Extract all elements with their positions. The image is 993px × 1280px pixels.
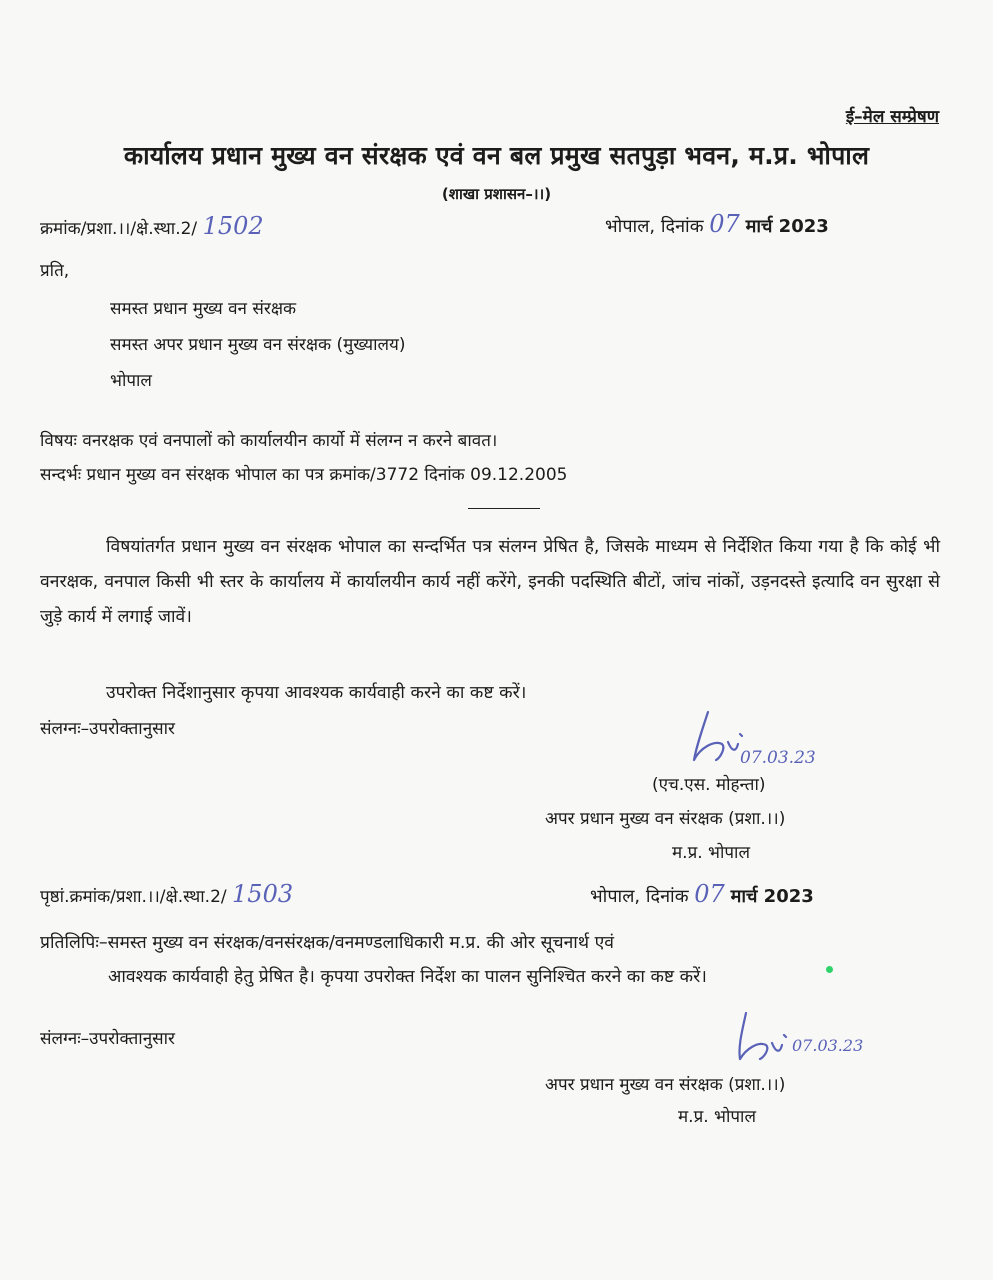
handwritten-date-day: 07: [694, 880, 725, 908]
reference-prefix: क्रमांक/प्रशा.।।/क्षे.स्था.2/: [40, 219, 198, 239]
addressee-line: भोपाल: [110, 371, 152, 391]
copy-to-continuation: आवश्यक कार्यवाही हेतु प्रेषित है। कृपया उपरोक्त निर्देश का पालन सुनिश्चित करने का कष्ट करें।: [108, 967, 707, 987]
body-paragraph: विषयांतर्गत प्रधान मुख्य वन संरक्षक भोपाल का सन्दर्भित पत्र संलग्न प्रेषित है, जिसके माध्यम से निर्देशित किया गया है कि कोई भी वनरक्षक, वनपाल किसी भी स्तर के कार्यालय में कार्यालयीन कार्य नहीं करेंगे, इनकी पदस्थिति बीटों, जांच नांकों, उड़नदस्ते इत्यादि वन सुरक्षा से जुड़े कार्य में लगाई जावें।: [40, 537, 940, 627]
copy-to-block: [40, 926, 945, 994]
branch-name: (शाखा प्रशासन–।।): [441, 185, 552, 203]
addressee-line: समस्त प्रधान मुख्य वन संरक्षक: [110, 299, 297, 319]
signer-name: (एच.एस. मोहन्ता): [652, 775, 766, 795]
handwritten-reference-number: 1502: [202, 212, 264, 240]
copy-to-first-line: प्रतिलिपिः–समस्त मुख्य वन संरक्षक/वनसंरक्षक/वनमण्डलाधिकारी म.प्र. की ओर सूचनार्थ एवं: [40, 933, 614, 953]
subject-line: विषयः वनरक्षक एवं वनपालों को कार्यालयीन कार्यो में संलग्न न करने बावत।: [40, 431, 498, 451]
office-title: कार्यालय प्रधान मुख्य वन संरक्षक एवं वन बल प्रमुख सतपुड़ा भवन, म.प्र. भोपाल: [123, 141, 870, 170]
reference-line: सन्दर्भः प्रधान मुख्य वन संरक्षक भोपाल का पत्र क्रमांक/3772 दिनांक 09.12.2005: [40, 465, 568, 485]
date-month-year: मार्च 2023: [745, 216, 829, 237]
endorsement-enclosure: संलग्नः–उपरोक्तानुसार: [40, 1029, 175, 1049]
signature-scribble-icon: [680, 700, 880, 780]
to-label: प्रति,: [40, 261, 70, 281]
letter-date: [605, 210, 829, 238]
date-month-year: मार्च 2023: [730, 886, 814, 907]
date-prefix: भोपाल, दिनांक: [590, 886, 689, 907]
green-mark-icon: [826, 966, 833, 973]
signer-place: म.प्र. भोपाल: [672, 843, 750, 863]
endorsement-date: [590, 880, 814, 908]
body-paragraph: उपरोक्त निर्देशानुसार कृपया आवश्यक कार्यवाही करने का कष्ट करें।: [106, 683, 527, 703]
signature-date: 07.03.23: [740, 748, 816, 768]
addressee-line: समस्त अपर प्रधान मुख्य वन संरक्षक (मुख्यालय): [110, 335, 406, 355]
date-prefix: भोपाल, दिनांक: [605, 216, 704, 237]
endorsement-signer-place: म.प्र. भोपाल: [678, 1107, 756, 1127]
signature-date: 07.03.23: [792, 1036, 864, 1055]
handwritten-date-day: 07: [709, 210, 740, 238]
endorsement-reference-number: [40, 880, 293, 908]
separator-rule: [468, 508, 540, 509]
endorsement-signer-designation: अपर प्रधान मुख्य वन संरक्षक (प्रशा.।।): [545, 1075, 786, 1095]
endorsement-prefix: पृष्ठां.क्रमांक/प्रशा.।।/क्षे.स्था.2/: [40, 887, 227, 907]
handwritten-endorsement-number: 1503: [232, 880, 294, 908]
enclosure-note: संलग्नः–उपरोक्तानुसार: [40, 719, 175, 739]
signer-designation: अपर प्रधान मुख्य वन संरक्षक (प्रशा.।।): [545, 809, 786, 829]
letter-reference-number: [40, 212, 264, 240]
email-note: ई–मेल सम्प्रेषण: [845, 107, 939, 127]
